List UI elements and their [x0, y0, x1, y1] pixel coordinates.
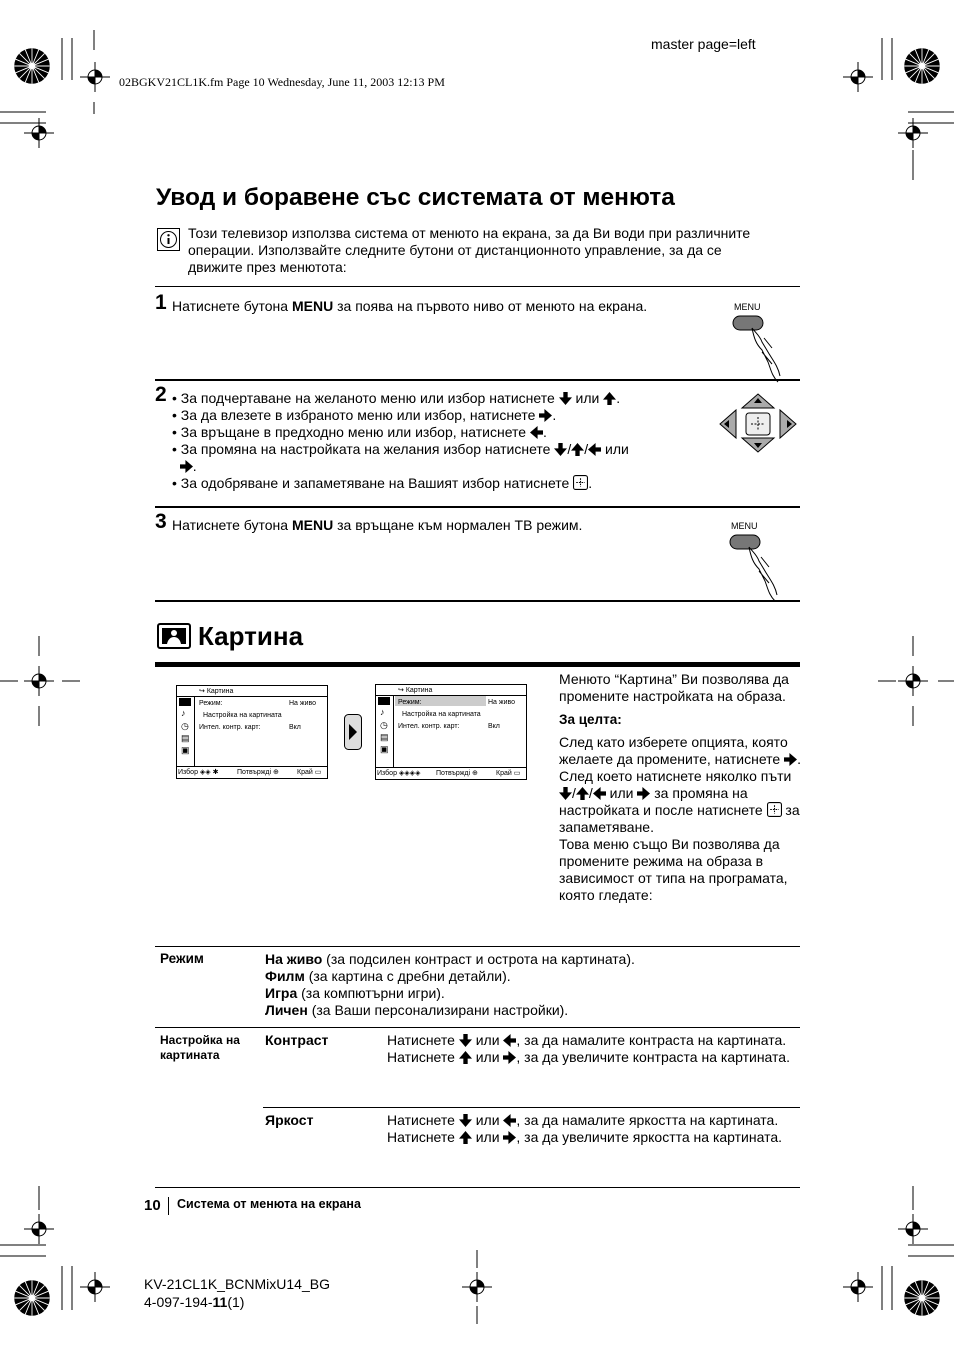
option-mode-label: Режим	[160, 951, 204, 966]
step3-text: Натиснете бутона MENU за връщане към нормален ТВ режим.	[172, 517, 583, 533]
option-contrast-text: Натиснете или , за да намалите контраста на картината. Натиснете или , за да увеличите контраста на картината.	[387, 1032, 790, 1065]
page-number: 10	[144, 1197, 161, 1214]
model-code: KV-21CL1K_BCNMixU14_BG	[144, 1276, 330, 1292]
file-info: 02BGKV21CL1K.fm Page 10 Wednesday, June 11, 2003 12:13 PM	[119, 75, 445, 89]
menu-screen-before: ↪ Картина ♪ ◷ ▤ ▣ Режим: На живо Настройка на картината Интел. контр. карт: Вкл Избор ◈◈ ✱ Потвърждi ⊕ Край ▭	[176, 685, 328, 779]
step1-text: Натиснете бутона MENU за поява на първото ниво от менюто на екрана.	[172, 298, 648, 314]
option-brightness-label: Яркост	[265, 1112, 314, 1128]
intro-text: Този телевизор използва система от менюто на екрана, за да Ви води при различните операции. Използвайте следните бутони от дистанционното управление, за да се движите през менютота:	[188, 225, 751, 275]
master-page-label: master page=left	[651, 36, 756, 52]
step-number: 3	[155, 510, 167, 533]
step-number: 2	[155, 383, 167, 406]
step2-list: • За подчертаване на желаното меню или избор натиснете или . • За да влезете в избраното меню или избор, натиснете . • За връщане в предходно меню или избор, натиснете . • За промяна на настройката на желания избор натиснете / / или . • За одобряване и запаметяване на Вашият избор натиснете .	[172, 390, 629, 491]
section-title: Увод и боравене със системата от менюта	[156, 184, 675, 211]
option-contrast-label: Контраст	[265, 1032, 329, 1048]
doc-code: 4-097-194-11(1)	[144, 1294, 245, 1310]
info-icon	[157, 228, 180, 251]
option-brightness-text: Натиснете или , за да намалите яркостта на картината. Натиснете или , за да увеличите яркостта на картината.	[387, 1112, 783, 1145]
section-title: Картина	[198, 621, 304, 651]
option-picture-label: Настройка на картината	[160, 1033, 240, 1062]
step-number: 1	[155, 291, 167, 314]
picture-icon	[157, 623, 191, 649]
joystick-illustration	[718, 392, 798, 456]
picture-description: Менюто “Картина” Ви позволява да промените настройката на образа. За целта: След като изберете опцията, която желаете да промените, натиснете . След което натиснете няколко пъти / / или за промяна на настройката и после натиснете за запаметяване. Това меню също Ви позволява да промените режима на образа в зависимост от типа на програмата, която гледате:	[559, 671, 801, 903]
footer-section: Система от менюта на екрана	[177, 1197, 361, 1211]
option-mode-values: На живо (за подсилен контраст и острота на картината). Филм (за картина с дребни детайли). Игра (за компютърни игри). Личен (за Ваши персонализирани настройки).	[265, 951, 635, 1018]
next-arrow-icon	[344, 714, 362, 750]
menu-screen-after: ↪ Картина ♪ ◷ ▤ ▣ Режим: На живо Настройка на картината Интел. контр. карт: Вкл Избор ◈◈◈◈ Потвърждi ⊕ Край ▭	[375, 684, 527, 780]
